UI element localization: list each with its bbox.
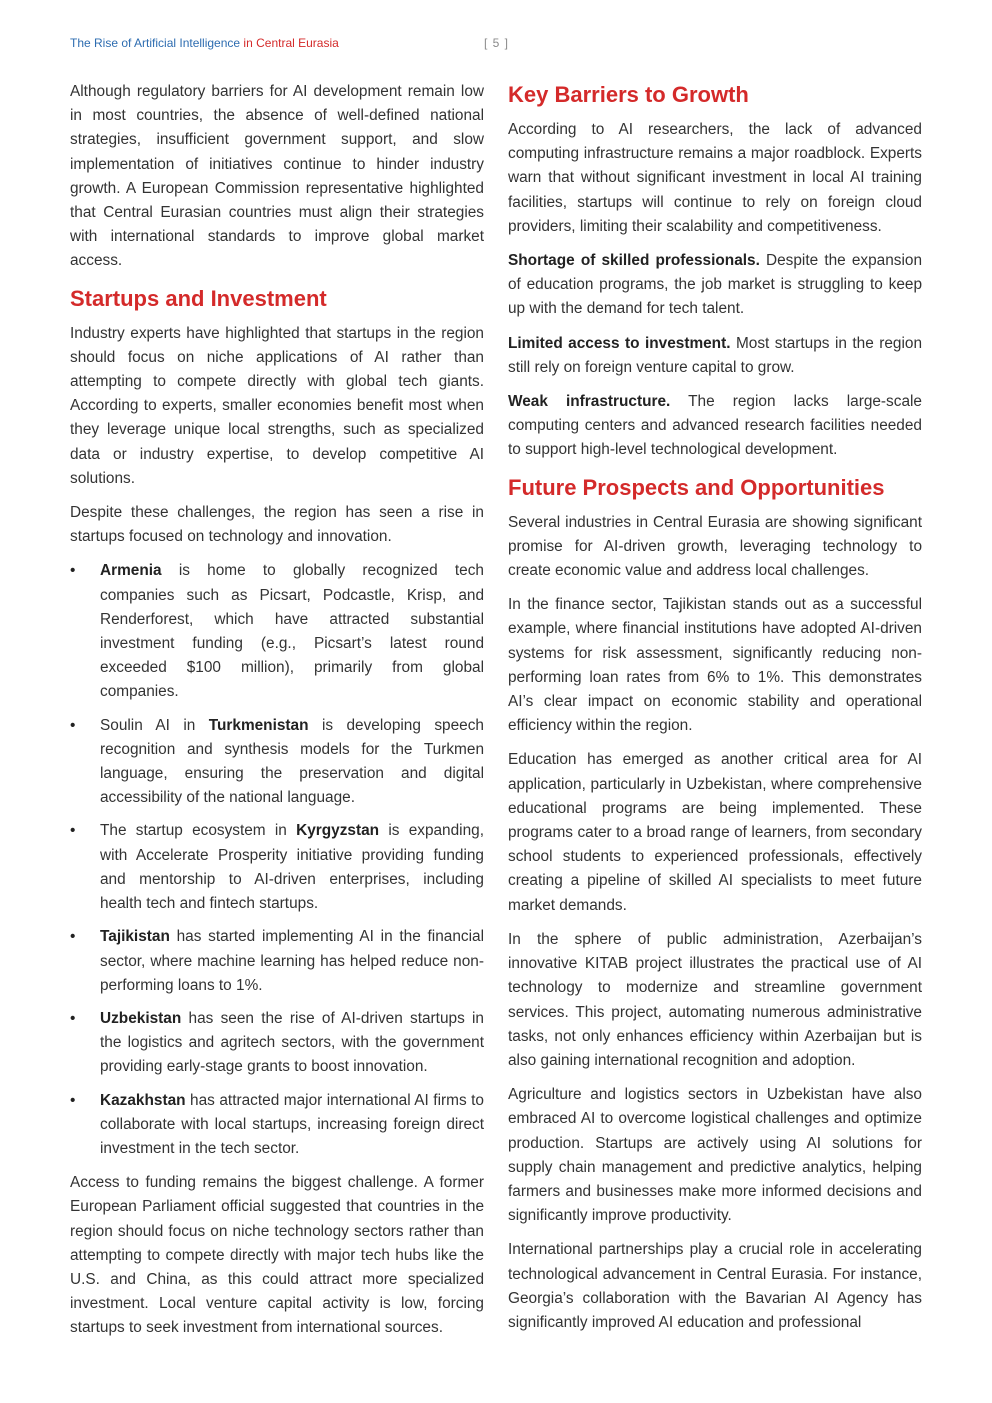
startups-paragraph-2: Despite these challenges, the region has seen a rise in startups focused on technology and innovation.	[70, 504, 484, 546]
bullet-text-post: is home to globally recognized tech companies such as Picsart, Podcastle, Krisp, and Renderforest, which have attracted substantial investment funding (e.g., Picsart’s latest round exceeded $100 million), primarily from global companies.	[100, 562, 484, 701]
barriers-paragraph: According to AI researchers, the lack of advanced computing infrastructure remains a major roadblock. Experts warn that without significant investment in local AI training facilities, startups will continue to rely on foreign cloud providers, limiting their scalability and competitiveness.	[508, 121, 922, 235]
bullet-text-post: has started implementing AI in the financial sector, where machine learning has helped reduce non-performing loans to 1%.	[100, 928, 484, 994]
bullet-country-name: Armenia	[100, 562, 162, 580]
bullet-turkmenistan	[70, 714, 484, 811]
bullet-kazakhstan	[70, 1089, 484, 1162]
bullet-dot: •	[70, 928, 76, 946]
barrier-label: Shortage of skilled professionals.	[508, 252, 760, 270]
header-title-blue: The Rise of Artificial Intelligence	[70, 36, 241, 50]
bullet-dot: •	[70, 562, 76, 580]
bullet-text-post: has attracted major international AI firms to collaborate with local startups, increasing foreign direct investment in the tech sector.	[100, 1091, 484, 1157]
bullet-country-name: Tajikistan	[100, 928, 170, 946]
bullet-country-name: Uzbekistan	[100, 1009, 182, 1027]
header-title-red: in Central Eurasia	[240, 36, 339, 50]
left-column	[70, 80, 484, 1351]
bullet-text-post: has seen the rise of AI-driven startups in the logistics and agritech sectors, with the government providing early-stage grants to boost innovation.	[100, 1009, 484, 1076]
header-title	[70, 36, 339, 50]
section-title-barriers: Key Barriers to Growth	[508, 82, 749, 107]
barrier-text: Despite the expansion of education programs, the job market is struggling to keep up with the demand for tech talent.	[508, 252, 923, 318]
bullet-country-name: Kyrgyzstan	[296, 822, 380, 840]
bullet-dot: •	[70, 1009, 76, 1027]
right-column	[508, 80, 922, 1345]
bullet-text-pre: Soulin AI in	[100, 716, 209, 734]
barrier-text: The region lacks large-scale computing centers and advanced research facilities needed to support high-level technological development.	[508, 393, 922, 459]
bullet-dot: •	[70, 1091, 76, 1109]
bullet-country-name: Turkmenistan	[208, 716, 309, 734]
startups-paragraph-1: Industry experts have highlighted that startups in the region should focus on niche applications of AI rather than attempting to compete directly with global tech giants. According to experts, smaller economies benefit most when they leverage unique local strengths, such as specialized data or industry expertise, to develop competitive AI solutions.	[70, 324, 484, 487]
barrier-infrastructure	[508, 390, 922, 463]
bullet-country-name: Kazakhstan	[100, 1091, 186, 1109]
prospects-paragraph: International partnerships play a crucial role in accelerating technological advancement in Central Eurasia. For instance, Georgia’s collaboration with the Bavarian AI Agency has significantly improved AI education and professional	[508, 1241, 922, 1331]
running-header	[70, 36, 922, 54]
bullet-text-post: is developing speech recognition and synthesis models for the Turkmen language, ensuring the preservation and digital accessibility of the national language.	[100, 716, 484, 807]
funding-paragraph: Access to funding remains the biggest challenge. A former European Parliament official suggested that countries in the region should focus on niche technology sectors rather than attempting to compete directly with major tech hubs like the U.S. and China, as this could attract more specialized investment. Local venture capital activity is low, forcing startups to seek investment from international sources.	[70, 1174, 484, 1337]
barrier-investment	[508, 332, 922, 380]
bullet-dot: •	[70, 822, 76, 840]
intro-paragraph: Although regulatory barriers for AI development remain low in most countries, the absence of well-defined national strategies, insufficient government support, and slow implementation of initiatives continue to hinder industry growth. A European Commission representative highlighted that Central Eurasian countries must align their strategies with international standards to improve global market access.	[70, 83, 484, 270]
country-bullet-list	[70, 559, 484, 1161]
bullet-armenia	[70, 559, 484, 704]
page-number: [ 5 ]	[484, 36, 510, 50]
prospects-paragraph: Education has emerged as another critical area for AI application, particularly in Uzbekistan, where comprehensive educational programs are being implemented. These programs cater to a broad range of learners, from secondary school students to experienced professionals, effectively creating a pipeline of skilled AI specialists to meet future market demands.	[508, 751, 922, 914]
bullet-dot: •	[70, 716, 76, 734]
bullet-text-pre: The startup ecosystem in	[100, 822, 297, 840]
prospects-paragraph: Agriculture and logistics sectors in Uzbekistan have also embraced AI to overcome logistical challenges and optimize production. Startups are actively using AI solutions for supply chain management and predictive analytics, helping farmers and businesses make more informed decisions and significantly improve productivity.	[508, 1086, 922, 1225]
section-title-startups: Startups and Investment	[70, 285, 327, 311]
bullet-tajikistan	[70, 925, 484, 998]
section-title-prospects: Future Prospects and Opportunities	[508, 474, 885, 500]
prospects-paragraph: Several industries in Central Eurasia are showing significant promise for AI-driven growth, leveraging technology to create economic value and address local challenges.	[508, 513, 922, 580]
barrier-skilled-professionals	[508, 249, 922, 322]
prospects-paragraph: In the sphere of public administration, Azerbaijan’s innovative KITAB project illustrates the practical use of AI technology to modernize and streamline government services. This project, automating numerous administrative tasks, not only enhances efficiency within Azerbaijan but is also gaining international recognition and adoption.	[508, 930, 922, 1069]
bullet-text-post: is expanding, with Accelerate Prosperity initiative providing funding and mentorship to AI-driven enterprises, including health tech and fintech startups.	[100, 822, 484, 913]
barrier-text: Most startups in the region still rely on foreign venture capital to grow.	[508, 334, 923, 376]
bullet-kyrgyzstan	[70, 819, 484, 916]
barrier-label: Limited access to investment.	[508, 334, 731, 352]
barrier-label: Weak infrastructure.	[508, 393, 671, 411]
bullet-uzbekistan	[70, 1007, 484, 1080]
prospects-paragraph: In the finance sector, Tajikistan stands out as a successful example, where financial institutions have adopted AI-driven systems for risk assessment, significantly reducing non-performing loan rates from 6% to 1%. This demonstrates AI’s clear impact on economic stability and operational efficiency within the region.	[508, 596, 922, 735]
